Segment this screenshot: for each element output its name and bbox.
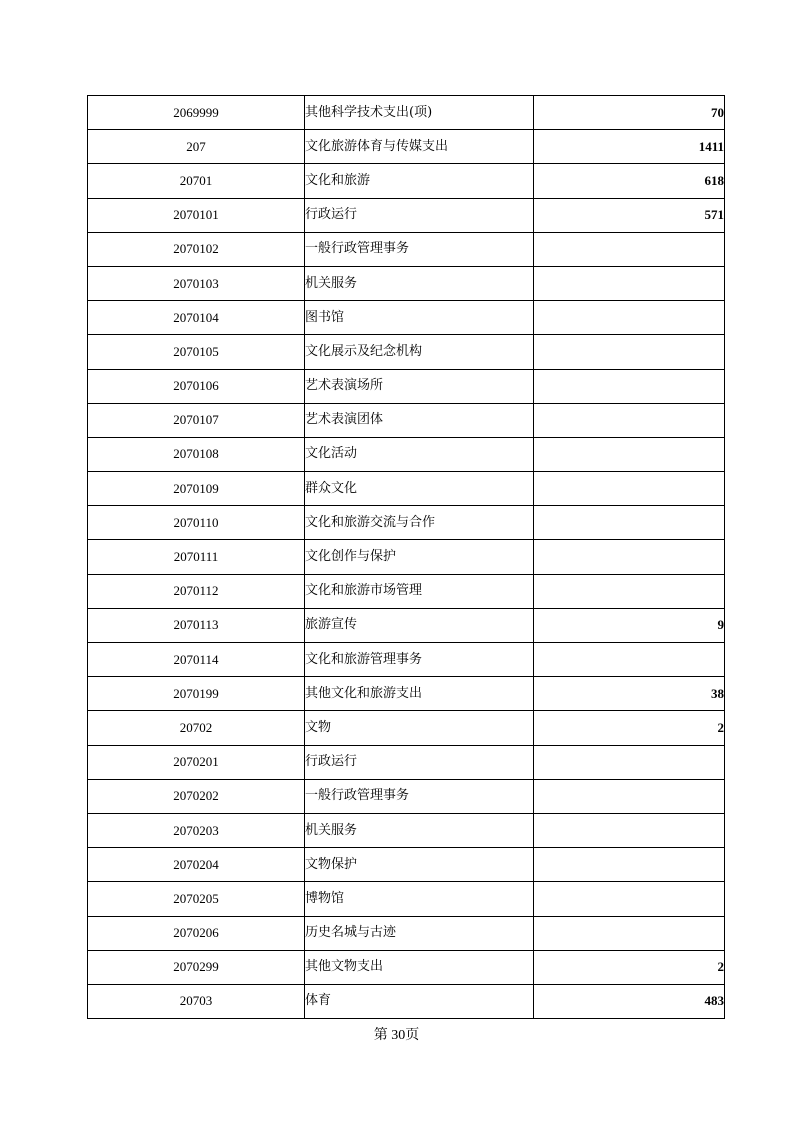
subject-name-cell: 群众文化 — [305, 472, 534, 506]
subject-name-cell: 一般行政管理事务 — [305, 779, 534, 813]
amount-cell — [534, 369, 725, 403]
table-body — [88, 96, 725, 1019]
subject-code-cell: 2069999 — [88, 96, 305, 130]
subject-name-cell: 文化展示及纪念机构 — [305, 335, 534, 369]
amount-cell: 483 — [534, 984, 725, 1018]
table-row — [88, 711, 725, 745]
table-row — [88, 813, 725, 847]
subject-name-cell: 一般行政管理事务 — [305, 232, 534, 266]
subject-code-cell: 2070108 — [88, 437, 305, 471]
subject-name-cell: 其他文化和旅游支出 — [305, 677, 534, 711]
table-row — [88, 950, 725, 984]
subject-code-cell: 2070202 — [88, 779, 305, 813]
table-row — [88, 848, 725, 882]
subject-name-cell: 文化创作与保护 — [305, 540, 534, 574]
amount-cell — [534, 301, 725, 335]
subject-name-cell: 文化和旅游 — [305, 164, 534, 198]
subject-name-cell: 历史名城与古迹 — [305, 916, 534, 950]
subject-code-cell: 2070205 — [88, 882, 305, 916]
table-row — [88, 882, 725, 916]
subject-code-cell: 2070199 — [88, 677, 305, 711]
amount-cell: 38 — [534, 677, 725, 711]
subject-code-cell: 2070110 — [88, 506, 305, 540]
table-row — [88, 677, 725, 711]
subject-code-cell: 2070101 — [88, 198, 305, 232]
table-row — [88, 369, 725, 403]
amount-cell: 618 — [534, 164, 725, 198]
amount-cell: 70 — [534, 96, 725, 130]
table-row — [88, 745, 725, 779]
subject-code-cell: 2070112 — [88, 574, 305, 608]
subject-code-cell: 20702 — [88, 711, 305, 745]
amount-cell — [534, 745, 725, 779]
amount-cell — [534, 335, 725, 369]
table-row — [88, 540, 725, 574]
subject-code-cell: 2070203 — [88, 813, 305, 847]
subject-name-cell: 文化和旅游管理事务 — [305, 643, 534, 677]
subject-code-cell: 2070107 — [88, 403, 305, 437]
subject-name-cell: 文物保护 — [305, 848, 534, 882]
amount-cell: 571 — [534, 198, 725, 232]
table-row — [88, 574, 725, 608]
table-row — [88, 984, 725, 1018]
subject-name-cell: 其他文物支出 — [305, 950, 534, 984]
table-row — [88, 437, 725, 471]
table-row — [88, 198, 725, 232]
table-row — [88, 164, 725, 198]
table-row — [88, 266, 725, 300]
table-row — [88, 301, 725, 335]
subject-name-cell: 行政运行 — [305, 745, 534, 779]
subject-code-cell: 20703 — [88, 984, 305, 1018]
amount-cell — [534, 574, 725, 608]
subject-name-cell: 旅游宣传 — [305, 608, 534, 642]
subject-name-cell: 体育 — [305, 984, 534, 1018]
subject-code-cell: 2070109 — [88, 472, 305, 506]
subject-code-cell: 2070204 — [88, 848, 305, 882]
subject-name-cell: 文化和旅游交流与合作 — [305, 506, 534, 540]
subject-name-cell: 机关服务 — [305, 813, 534, 847]
table-row — [88, 608, 725, 642]
subject-name-cell: 文化活动 — [305, 437, 534, 471]
subject-code-cell: 2070114 — [88, 643, 305, 677]
table-row — [88, 403, 725, 437]
subject-code-cell: 2070111 — [88, 540, 305, 574]
amount-cell: 2 — [534, 950, 725, 984]
amount-cell — [534, 232, 725, 266]
table-row — [88, 232, 725, 266]
amount-cell — [534, 916, 725, 950]
subject-name-cell: 艺术表演场所 — [305, 369, 534, 403]
amount-cell — [534, 643, 725, 677]
subject-name-cell: 文化旅游体育与传媒支出 — [305, 130, 534, 164]
table-row — [88, 779, 725, 813]
amount-cell — [534, 472, 725, 506]
subject-code-cell: 207 — [88, 130, 305, 164]
subject-name-cell: 其他科学技术支出(项) — [305, 96, 534, 130]
amount-cell: 1411 — [534, 130, 725, 164]
subject-name-cell: 文化和旅游市场管理 — [305, 574, 534, 608]
table-row — [88, 472, 725, 506]
subject-code-cell: 2070299 — [88, 950, 305, 984]
amount-cell — [534, 403, 725, 437]
amount-cell — [534, 506, 725, 540]
table-row — [88, 96, 725, 130]
subject-name-cell: 图书馆 — [305, 301, 534, 335]
subject-code-cell: 2070102 — [88, 232, 305, 266]
amount-cell — [534, 266, 725, 300]
amount-cell — [534, 540, 725, 574]
amount-cell — [534, 437, 725, 471]
table-row — [88, 916, 725, 950]
amount-cell — [534, 848, 725, 882]
subject-name-cell: 行政运行 — [305, 198, 534, 232]
budget-table — [87, 95, 725, 1019]
subject-code-cell: 2070105 — [88, 335, 305, 369]
amount-cell: 9 — [534, 608, 725, 642]
amount-cell: 2 — [534, 711, 725, 745]
table-row — [88, 643, 725, 677]
subject-code-cell: 2070201 — [88, 745, 305, 779]
amount-cell — [534, 813, 725, 847]
subject-name-cell: 文物 — [305, 711, 534, 745]
subject-name-cell: 机关服务 — [305, 266, 534, 300]
table-row — [88, 506, 725, 540]
table-row — [88, 130, 725, 164]
subject-code-cell: 2070104 — [88, 301, 305, 335]
subject-code-cell: 2070103 — [88, 266, 305, 300]
page-number: 第 30页 — [373, 1028, 420, 1043]
subject-code-cell: 20701 — [88, 164, 305, 198]
table-row — [88, 335, 725, 369]
subject-name-cell: 博物馆 — [305, 882, 534, 916]
amount-cell — [534, 882, 725, 916]
amount-cell — [534, 779, 725, 813]
subject-name-cell: 艺术表演团体 — [305, 403, 534, 437]
subject-code-cell: 2070106 — [88, 369, 305, 403]
subject-code-cell: 2070206 — [88, 916, 305, 950]
subject-code-cell: 2070113 — [88, 608, 305, 642]
